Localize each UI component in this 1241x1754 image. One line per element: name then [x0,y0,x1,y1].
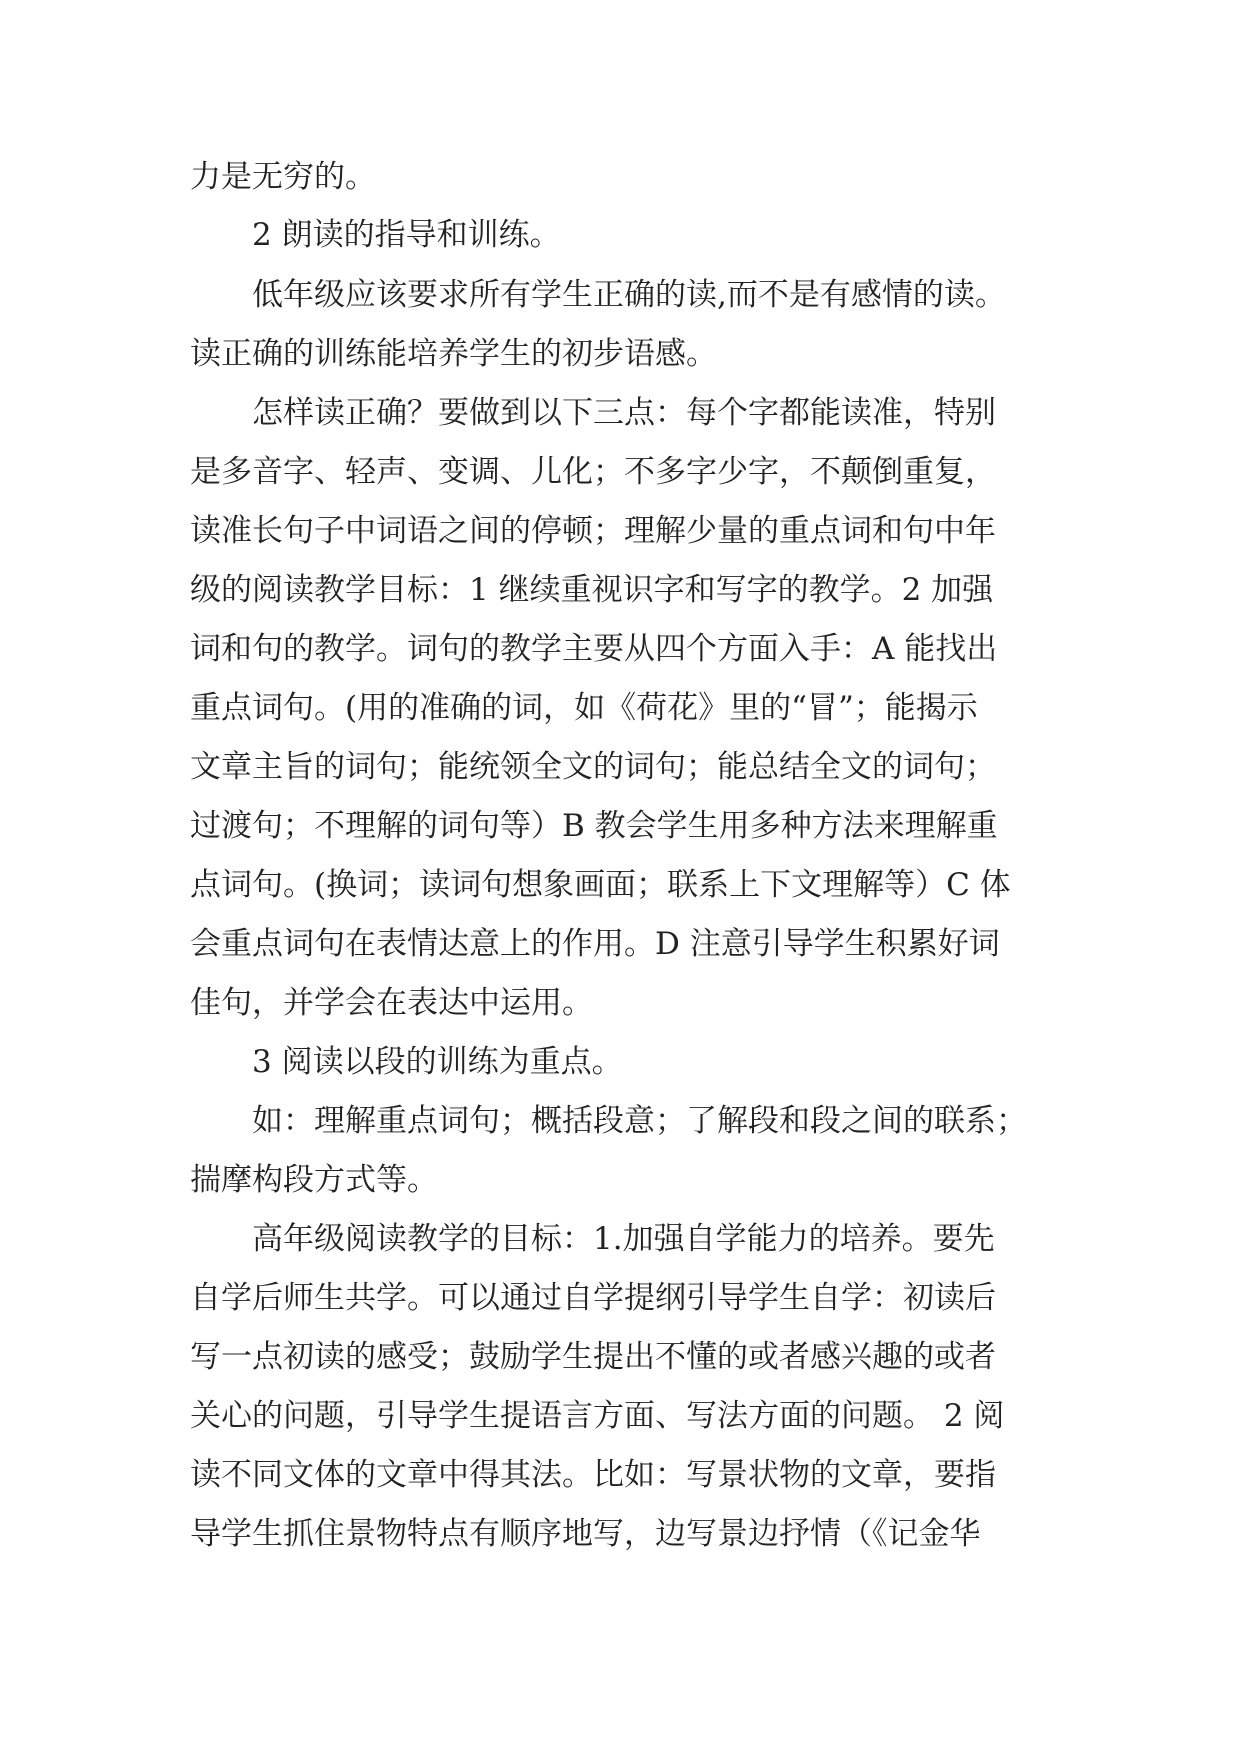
text-line: 2 朗读的指导和训练。 [252,217,561,253]
text-line: 级的阅读教学目标：1 继续重视识字和写字的教学。2 加强 [190,572,994,608]
text-line: 怎样读正确？要做到以下三点：每个字都能读准，特别 [252,395,996,431]
text-line: 读不同文体的文章中得其法。比如：写景状物的文章，要指 [190,1457,996,1493]
text-line: 力是无穷的。 [190,159,376,195]
text-line: 重点词句。(用的准确的词，如《荷花》里的“冒”；能揭示 [190,690,978,726]
text-line: 会重点词句在表情达意上的作用。D 注意引导学生积累好词 [190,926,1000,962]
text-line: 低年级应该要求所有学生正确的读,而不是有感情的读。 [252,277,1006,313]
text-line: 写一点初读的感受；鼓励学生提出不懂的或者感兴趣的或者 [190,1339,996,1375]
text-line: 揣摩构段方式等。 [190,1162,438,1198]
text-line: 关心的问题，引导学生提语言方面、写法方面的问题。 2 阅 [190,1398,1005,1434]
text-line: 高年级阅读教学的目标：1.加强自学能力的培养。要先 [252,1221,995,1257]
text-line: 如：理解重点词句；概括段意；了解段和段之间的联系； [252,1103,1027,1139]
text-line: 3 阅读以段的训练为重点。 [252,1044,623,1080]
text-line: 点词句。(换词；读词句想象画面；联系上下文理解等）C 体 [190,867,1011,903]
text-line: 文章主旨的词句；能统领全文的词句；能总结全文的词句； [190,749,996,785]
text-line: 佳句，并学会在表达中运用。 [190,985,593,1021]
text-line: 读正确的训练能培养学生的初步语感。 [190,336,717,372]
text-line: 词和句的教学。词句的教学主要从四个方面入手：A 能找出 [190,631,998,667]
text-line: 过渡句；不理解的词句等）B 教会学生用多种方法来理解重 [190,808,998,844]
text-line: 是多音字、轻声、变调、儿化；不多字少字，不颠倒重复， [190,454,996,490]
text-line: 读准长句子中词语之间的停顿；理解少量的重点词和句中年 [190,513,996,549]
text-line: 自学后师生共学。可以通过自学提纲引导学生自学：初读后 [190,1280,996,1316]
text-line: 导学生抓住景物特点有顺序地写，边写景边抒情（《记金华 [190,1516,981,1552]
